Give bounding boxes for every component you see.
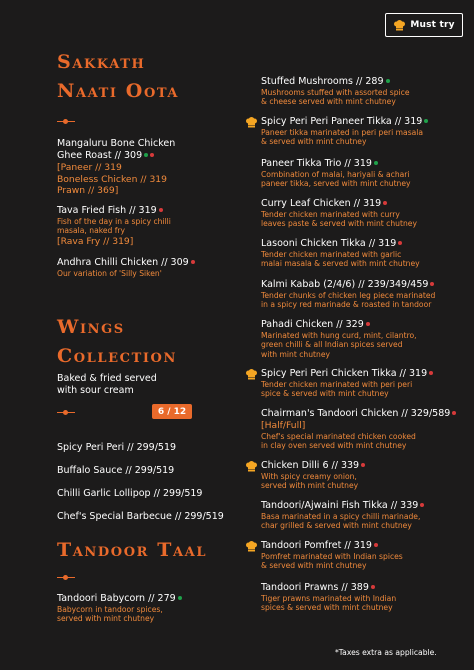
item-variant: [Paneer // 319 [57, 162, 122, 173]
nonveg-dot-icon [150, 153, 154, 157]
item-description: Tender chicken marinated with peri peri [261, 380, 413, 389]
nonveg-dot-icon [371, 585, 375, 589]
item-name: Spicy Peri Peri Chicken Tikka // 319 [261, 368, 469, 380]
menu-item-curry-leaf-chicken [261, 198, 469, 229]
item-description: served with mint chutney [57, 614, 155, 624]
item-name: Chairman's Tandoori Chicken // 329/589 [261, 408, 469, 420]
item-description: char grilled & served with mint chutney [261, 521, 412, 531]
item-variant: Prawn // 369] [57, 185, 119, 196]
item-description: & served with mint chutney [261, 561, 367, 571]
item-description: & served with mint chutney [261, 137, 367, 147]
nonveg-dot-icon [398, 241, 402, 245]
nonveg-dot-icon [383, 201, 387, 205]
item-name: Curry Leaf Chicken // 319 [261, 198, 469, 210]
menu-item-tava-fish [57, 205, 237, 247]
item-description: Fish of the day in a spicy chilli [57, 217, 171, 226]
menu-item-ghee-roast [57, 138, 237, 197]
section-title-wings-line2: Collection [57, 345, 177, 367]
wing-item: Spicy Peri Peri // 299/519 [57, 442, 177, 453]
item-description: served with mint chutney [261, 481, 359, 491]
nonveg-dot-icon [420, 503, 424, 507]
nonveg-dot-icon [429, 371, 433, 375]
menu-item-tandoori-prawns [261, 582, 469, 613]
wing-item: Chilli Garlic Lollipop // 299/519 [57, 488, 203, 499]
item-description: leaves paste & served with mint chutney [261, 219, 417, 229]
item-description: Babycorn in tandoor spices, [57, 605, 163, 614]
menu-item-andhra-chicken [57, 257, 237, 278]
veg-dot-icon [424, 119, 428, 123]
item-description: in clay oven served with mint chutney [261, 440, 407, 450]
item-description: Our variation of 'Silly Siken' [57, 269, 162, 278]
nonveg-dot-icon [452, 411, 456, 415]
section-title-tandoor: Tandoor Taal [57, 539, 208, 561]
item-description: Tender chicken marinated with garlic [261, 250, 402, 259]
section-title-sakkath-line2: Naati Oota [57, 80, 180, 102]
item-name: Tandoori Pomfret // 319 [261, 540, 469, 552]
item-description: & cheese served with mint chutney [261, 97, 396, 107]
item-name: Tava Fried Fish // 319 [57, 205, 237, 217]
item-name: Mangaluru Bone Chicken [57, 138, 176, 149]
menu-item-peri-chicken-tikka [261, 368, 469, 399]
item-name: Lasooni Chicken Tikka // 319 [261, 238, 469, 250]
nonveg-dot-icon [366, 322, 370, 326]
item-variant: Boneless Chicken // 319 [57, 173, 167, 185]
item-description: Chef's special marinated chicken cooked [261, 431, 416, 441]
nonveg-dot-icon [159, 208, 163, 212]
item-name: Tandoori Prawns // 389 [261, 582, 469, 594]
nonveg-dot-icon [430, 282, 434, 286]
menu-item-kalmi-kabab [261, 279, 469, 310]
item-description: Mushrooms stuffed with assorted spice [261, 88, 410, 97]
menu-item-paneer-tikka-trio [261, 158, 469, 189]
menu-item-tandoori-pomfret [261, 540, 469, 571]
menu-item-peri-paneer-tikka [261, 116, 469, 147]
item-description: malai masala & served with mint chutney [261, 259, 420, 269]
menu-item-stuffed-mushrooms [261, 76, 469, 107]
item-name: Paneer Tikka Trio // 319 [261, 158, 469, 170]
item-name: Ghee Roast // 309 [57, 150, 237, 162]
section-divider [57, 575, 75, 580]
item-name: Tandoori Babycorn // 279 [57, 593, 237, 605]
veg-dot-icon [178, 596, 182, 600]
nonveg-dot-icon [361, 463, 365, 467]
chef-hat-icon [393, 20, 406, 31]
veg-dot-icon [374, 161, 378, 165]
item-name: Stuffed Mushrooms // 289 [261, 76, 469, 88]
taxes-note: *Taxes extra as applicable. [335, 648, 437, 657]
must-try-chef-hat-icon [245, 117, 258, 128]
wings-count-badge: 6 / 12 [152, 404, 192, 419]
item-name: Tandoori/Ajwaini Fish Tikka // 339 [261, 500, 469, 512]
menu-item-lasooni-chicken [261, 238, 469, 269]
item-description: spices & served with mint chutney [261, 603, 393, 613]
must-try-chef-hat-icon [245, 541, 258, 552]
item-description: Tender chicken marinated with curry [261, 210, 400, 219]
item-name: Spicy Peri Peri Paneer Tikka // 319 [261, 116, 469, 128]
item-description: Paneer tikka marinated in peri peri masala [261, 128, 424, 137]
item-variant: [Rava Fry // 319] [57, 235, 134, 247]
section-divider [57, 410, 75, 415]
section-title-wings-line1: Wings [57, 316, 125, 338]
wings-subtitle: Baked & fried served with sour cream [57, 373, 157, 396]
item-description: Tiger prawns marinated with Indian [261, 594, 397, 603]
item-description: Basa marinated in a spicy chilli marinade, [261, 512, 421, 521]
item-description: Pomfret marinated with Indian spices [261, 552, 403, 561]
wing-item: Chef's Special Barbecue // 299/519 [57, 511, 224, 522]
nonveg-dot-icon [374, 543, 378, 547]
item-variant: [Half/Full] [261, 420, 306, 431]
section-divider [57, 119, 75, 124]
item-description: With spicy creamy onion, [261, 472, 357, 481]
nonveg-dot-icon [191, 260, 195, 264]
item-description: masala, naked fry [57, 226, 126, 236]
menu-item-chairmans-tandoori [261, 408, 469, 450]
item-name: Pahadi Chicken // 329 [261, 319, 469, 331]
must-try-label: Must try [410, 20, 455, 30]
item-description: Marinated with hung curd, mint, cilantro, [261, 331, 417, 340]
item-description: Combination of malai, hariyali & achari [261, 170, 410, 179]
menu-item-pahadi-chicken [261, 319, 469, 359]
menu-item-tandoori-babycorn [57, 593, 237, 624]
item-name: Kalmi Kabab (2/4/6) // 239/349/459 [261, 279, 469, 291]
item-description: spice & served with mint chutney [261, 389, 389, 399]
item-name: Chicken Dilli 6 // 339 [261, 460, 469, 472]
item-name: Andhra Chilli Chicken // 309 [57, 257, 237, 269]
must-try-legend [385, 13, 463, 37]
veg-dot-icon [386, 79, 390, 83]
veg-dot-icon [144, 153, 148, 157]
section-title-sakkath-line1: Sakkath [57, 51, 146, 73]
menu-item-chicken-dilli-6 [261, 460, 469, 491]
menu-item-fish-tikka [261, 500, 469, 531]
item-description: in a spicy red marinade & roasted in tandoor [261, 300, 432, 310]
wing-item: Buffalo Sauce // 299/519 [57, 465, 175, 476]
item-description: with mint chutney [261, 349, 330, 359]
item-description: paneer tikka, served with mint chutney [261, 179, 411, 189]
item-description: Tender chunks of chicken leg piece marinated [261, 291, 436, 300]
must-try-chef-hat-icon [245, 369, 258, 380]
must-try-chef-hat-icon [245, 461, 258, 472]
item-description: green chilli & all Indian spices served [261, 340, 403, 350]
